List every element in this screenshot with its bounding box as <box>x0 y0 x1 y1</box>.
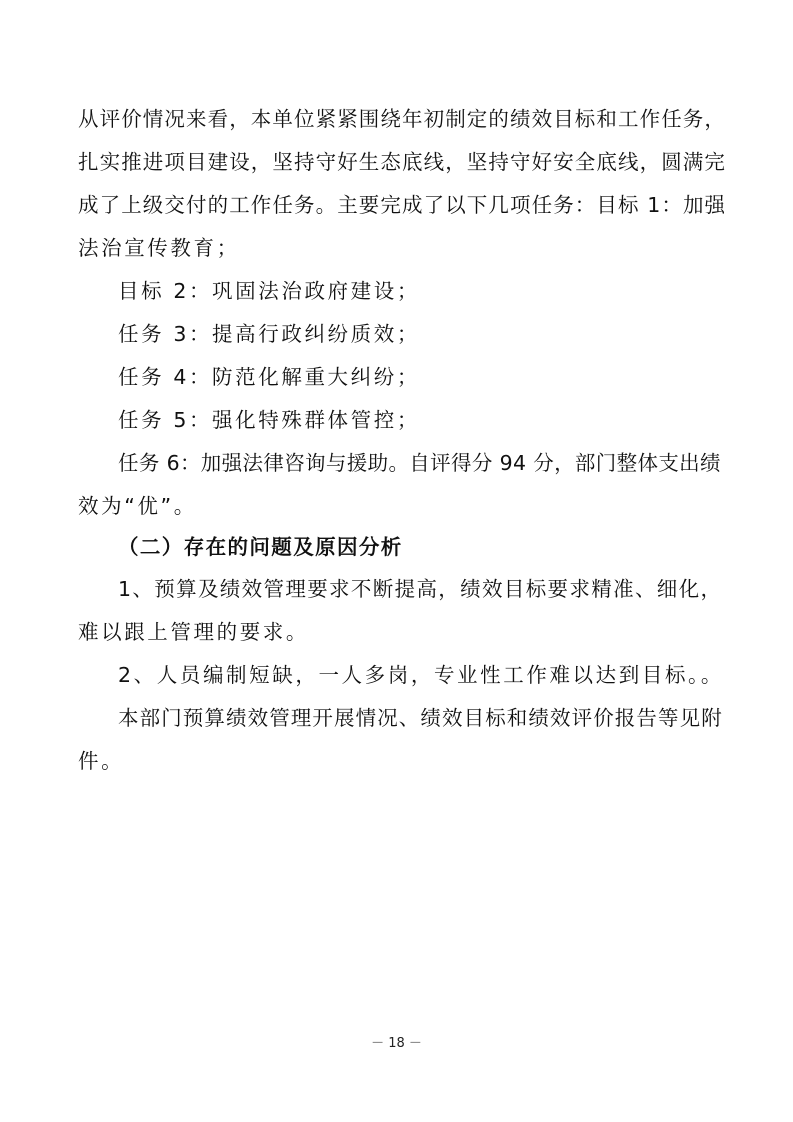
task-6-line-2: 效为“优”。 <box>78 494 197 518</box>
section-heading-problems: （二）存在的问题及原因分析 <box>118 535 403 559</box>
problem-2-line: 2、人员编制短缺，一人多岗，专业性工作难以达到目标。。 <box>118 663 724 687</box>
paragraph-summary-line-1: 从评价情况来看，本单位紧紧围绕年初制定的绩效目标和工作任务， <box>78 107 726 131</box>
problem-1-line-2: 难以跟上管理的要求。 <box>78 620 309 644</box>
paragraph-summary-line-2: 扎实推进项目建设，坚持守好生态底线，坚持守好安全底线，圆满完 <box>78 150 726 174</box>
problem-1-line-1: 1、预算及绩效管理要求不断提高，绩效目标要求精准、细化， <box>118 577 723 601</box>
task-6-line-1: 任务 6：加强法律咨询与援助。自评得分 94 分，部门整体支出绩 <box>118 451 721 475</box>
attachment-note-line-1: 本部门预算绩效管理开展情况、绩效目标和绩效评价报告等见附 <box>118 706 723 730</box>
task-3-line: 任务 3：提高行政纠纷质效； <box>118 322 420 346</box>
task-5-line: 任务 5：强化特殊群体管控； <box>118 408 420 432</box>
paragraph-summary-line-3: 成了上级交付的工作任务。主要完成了以下几项任务：目标 1：加强 <box>78 193 727 217</box>
page-number: － 18 － <box>371 1036 422 1051</box>
paragraph-summary-line-4: 法治宣传教育； <box>78 236 240 260</box>
task-4-line: 任务 4：防范化解重大纠纷； <box>118 365 420 389</box>
attachment-note-line-2: 件。 <box>78 749 125 773</box>
goal-2-line: 目标 2：巩固法治政府建设； <box>118 279 420 303</box>
